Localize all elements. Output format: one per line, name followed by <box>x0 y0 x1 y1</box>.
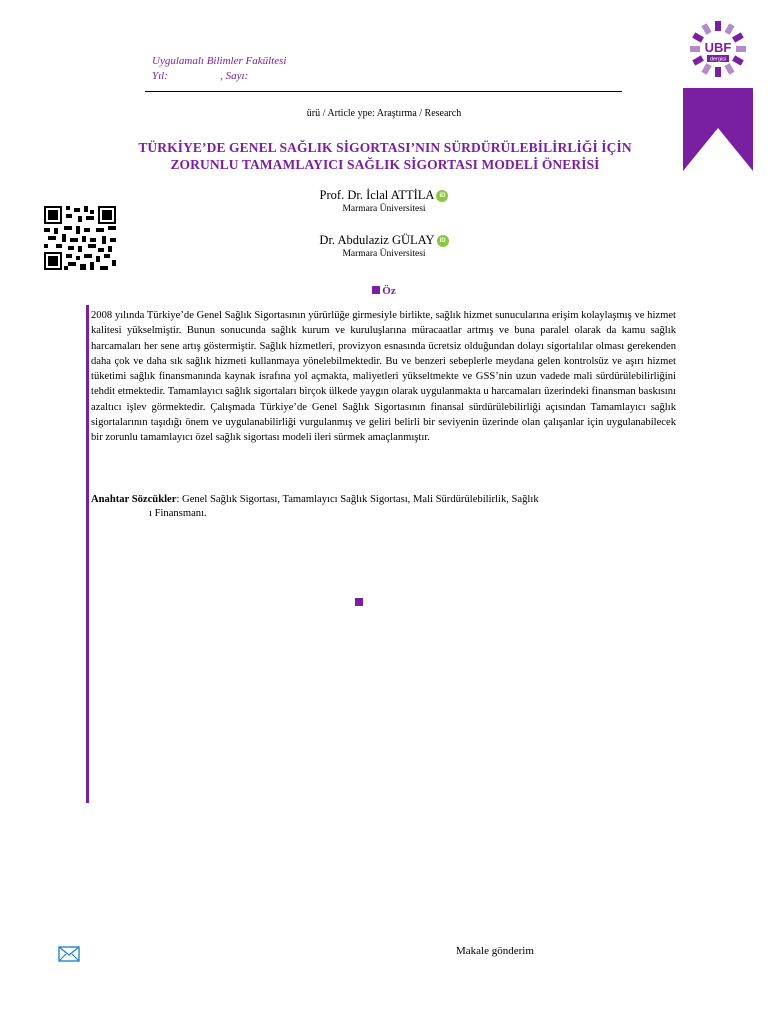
author-2-affiliation: Marmara Üniversitesi <box>342 249 426 259</box>
article-type: ürü / Article ype: Araştırma / Research <box>306 108 462 119</box>
author-1-name: Prof. Dr. İclal ATTİLA <box>319 188 435 202</box>
bullet-square-icon <box>372 286 380 294</box>
title-line-2: ZORUNLU TAMAMLAYICI SAĞLIK SİGORTASI MODELİ ÖNERİSİ <box>170 157 600 172</box>
logo-text: UBF <box>704 40 732 55</box>
submission-note: Makale gönderim <box>456 945 534 957</box>
orcid-icon[interactable]: iD <box>437 235 449 247</box>
abstract-side-bar <box>86 305 89 803</box>
keywords-text-2: ı Finansmanı. <box>149 508 207 519</box>
issue-line: Yıl: , Sayı: <box>152 70 249 82</box>
qr-code-icon <box>44 206 116 270</box>
abstract-text: 2008 yılında Türkiye’de Genel Sağlık Sigortasının yürürlüğe girmesiyle birlikte, sağlık hizmet sunucularına erişim kolaylaşmış ve hizmet kalitesi yükselmiştir. Bunun sonucunda sağlık kurum ve kuruluşlarına müracaatlar artmış ve buna paralel olarak da kamu sağlık harcamaları her sene artış göstermiştir. Sağlık hizmetleri, provizyon esnasında ücretsiz olduğundan dolayı sigortalılar olması gerekenden daha çok ve daha sık sağlık hizmeti kullanmaya yönelebilmektedir. Bu ve benzeri sebeplerle meydana gelen kontrolsüz ve aşırı hizmet tüketimi sağlık finansmanında kaynak israfına yol açmakta, maliyetleri yükseltmekte ve GSS’nin uzun vadede mali sürdürülebilirliğini tehdit etmektedir. Tamamlayıcı sağlık sigortaları birçok ülkede yaygın olarak uygulanmakta u harcamaları üzerindeki finansman baskısını azaltıcı işlev görmektedir. Çalışmada Türkiye’de Genel Sağlık Sigortasının finansal sürdürülebilirliği açısından Tamamlayıcı sağlık sigortalarının taşıdığı önem ve uygulanabilirliği vurgulanmış ve geliri belirli bir seviyenin üzerinde olan çalışanlar için uygulanabilecek bir zorunlu tamamlayıcı özel sağlık sigortası modeli ileri sürmek amaçlanmıştır. <box>91 310 676 444</box>
author-2-name: Dr. Abdulaziz GÜLAY <box>319 233 435 247</box>
article-title <box>95 139 675 173</box>
journal-header <box>152 54 286 84</box>
abstract-heading-text: Öz <box>382 285 396 297</box>
keywords <box>91 493 676 521</box>
abstract-heading <box>0 285 768 297</box>
keywords-label: Anahtar Sözcükler <box>91 494 177 505</box>
journal-logo-icon <box>683 21 753 171</box>
journal-name: Uygulamalı Bilimler Fakültesi <box>152 55 287 67</box>
keywords-text: : Genel Sağlık Sigortası, Tamamlayıcı Sağlık Sigortası, Mali Sürdürülebilirlik, Sağlık <box>176 494 539 505</box>
title-line-1: TÜRKİYE’DE GENEL SAĞLIK SİGORTASI’NIN SÜRDÜRÜLEBİLİRLİĞİ İÇİN <box>138 140 632 155</box>
header-divider <box>145 91 622 92</box>
orcid-icon[interactable]: iD <box>436 190 448 202</box>
author-1-affiliation: Marmara Üniversitesi <box>342 204 426 214</box>
logo-subtext: dergisi <box>709 56 727 63</box>
mail-icon[interactable] <box>58 946 80 962</box>
bullet-square-icon <box>355 598 363 606</box>
